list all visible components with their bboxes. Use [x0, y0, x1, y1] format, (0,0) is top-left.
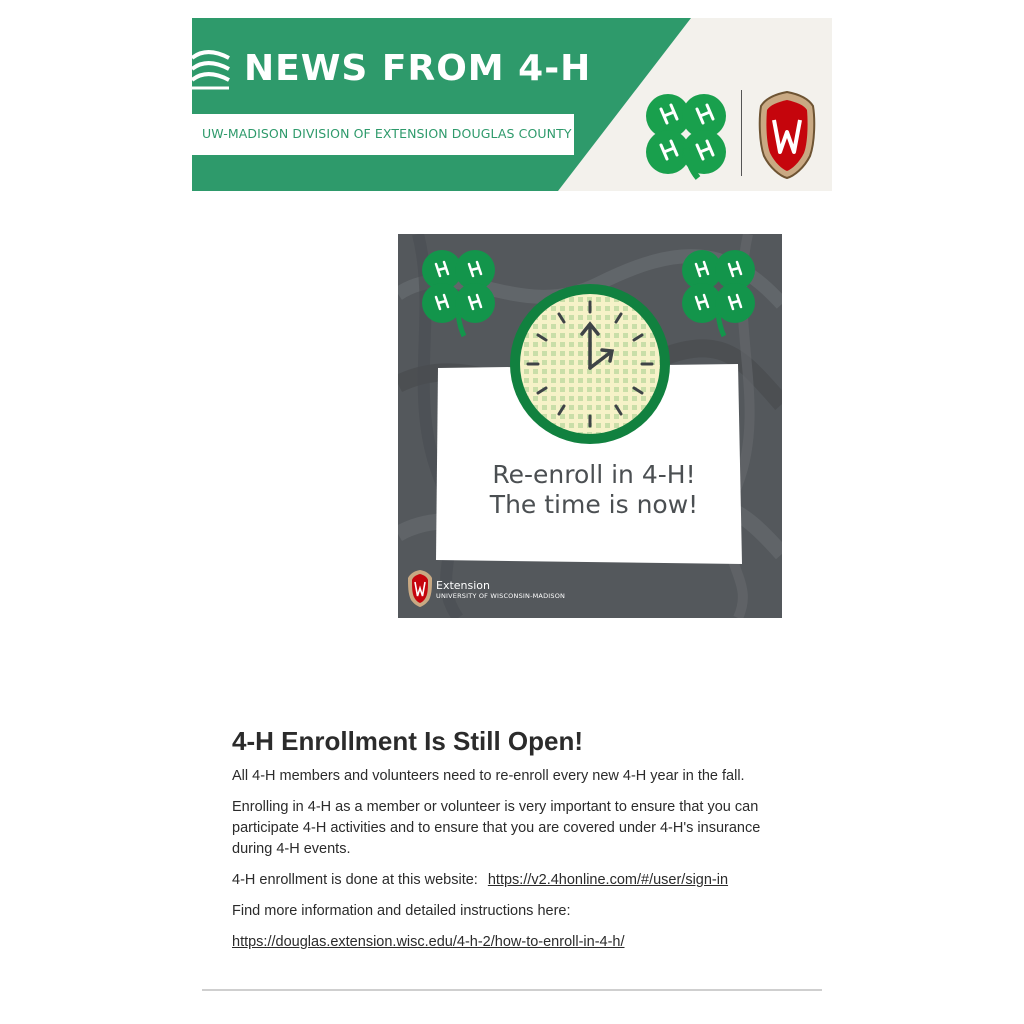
article-heading: 4-H Enrollment Is Still Open!: [232, 726, 584, 756]
promo-brand-name: Extension: [436, 579, 491, 592]
banner-subtitle: UW-MADISON DIVISION OF EXTENSION DOUGLAS COUNTY: [202, 126, 572, 141]
article: [232, 724, 792, 963]
section-divider: [202, 989, 822, 991]
article-paragraph-1: All 4-H members and volunteers need to re-enroll every new 4-H year in the fall.: [232, 768, 745, 784]
enrollment-website-link[interactable]: https://v2.4honline.com/#/user/sign-in: [487, 872, 729, 888]
uw-crest-logo: [758, 90, 816, 180]
banner-green-panel: [192, 18, 832, 191]
header-banner: [192, 18, 832, 191]
promo-line-1: Re-enroll in 4-H!: [492, 460, 696, 489]
article-paragraph-3: [232, 870, 792, 891]
promo-artwork: [398, 234, 782, 618]
promo-brand-subtitle: UNIVERSITY OF WISCONSIN-MADISON: [436, 592, 566, 600]
banner-subtitle-box: [192, 114, 574, 155]
article-paragraph-2: Enrolling in 4-H as a member or volunteer is very important to ensure that you can participate 4-H activities and to ensure that you are covered under 4-H's insurance during 4-H events.: [232, 799, 761, 857]
banner-divider: [741, 90, 742, 176]
banner-title: NEWS FROM 4-H: [244, 48, 592, 89]
article-paragraph-4: Find more information and detailed instructions here:: [232, 903, 571, 919]
enrollment-website-label: 4-H enrollment is done at this website:: [232, 872, 478, 888]
instructions-link[interactable]: https://douglas.extension.wisc.edu/4-h-2/how-to-enroll-in-4-h/: [232, 934, 625, 950]
waves-icon: [192, 50, 232, 90]
promo-line-2: The time is now!: [489, 490, 699, 519]
promo-graphic: [398, 234, 782, 618]
four-h-clover-logo: [640, 88, 732, 180]
article-paragraph-5: [232, 932, 792, 953]
promo-message: [438, 460, 750, 520]
clock-icon: [510, 284, 670, 444]
